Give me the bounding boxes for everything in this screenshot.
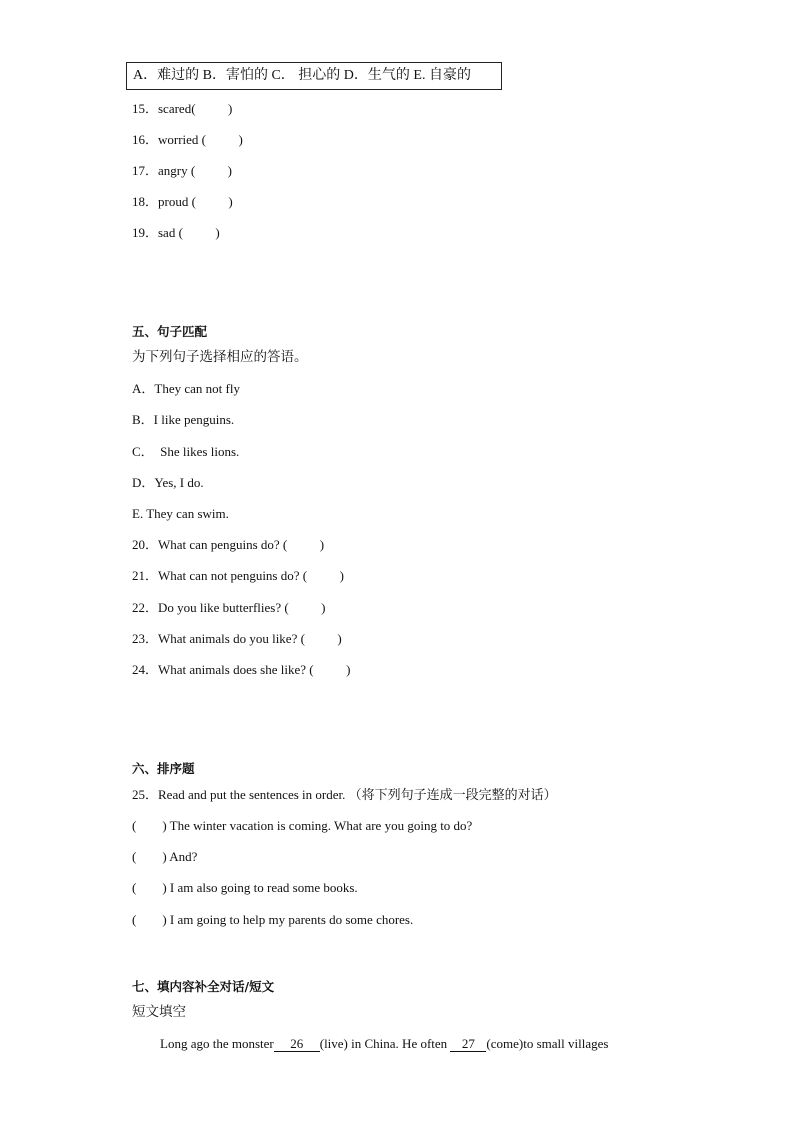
passage-text: (come)to small villages xyxy=(486,1036,609,1051)
list-item: 16．worried ( ) xyxy=(132,132,243,147)
section-instruction: 为下列句子选择相应的答语。 xyxy=(132,349,308,365)
section-subheading: 短文填空 xyxy=(132,1004,186,1020)
question-item: 22．Do you like butterflies? ( ) xyxy=(132,600,326,615)
passage-text: (live) in China. He often xyxy=(319,1036,451,1051)
option-item: E. They can swim. xyxy=(132,506,229,521)
sentence-item: ( ) I am also going to read some books. xyxy=(132,880,358,895)
option-item: C． She likes lions. xyxy=(132,444,240,459)
list-item: 15．scared( ) xyxy=(132,101,233,116)
section-heading: 六、排序题 xyxy=(132,761,195,776)
options-box: A．难过的 B．害怕的 C． 担心的 D．生气的 E. 自豪的 xyxy=(126,62,502,90)
option-item: A．They can not fly xyxy=(132,381,240,396)
option-item: B．I like penguins. xyxy=(132,412,235,427)
option-item: D．Yes, I do. xyxy=(132,475,204,490)
list-item: 18．proud ( ) xyxy=(132,194,233,209)
passage-text: Long ago the monster xyxy=(160,1036,274,1051)
list-item: 19．sad ( ) xyxy=(132,225,220,240)
list-item: 17．angry ( ) xyxy=(132,163,233,178)
answer-blank[interactable]: 26 xyxy=(274,1037,320,1052)
question-item: 20．What can penguins do? ( ) xyxy=(132,537,325,552)
section-heading: 七、填内容补全对话/短文 xyxy=(132,979,275,994)
question-item: 21．What can not penguins do? ( ) xyxy=(132,568,344,583)
answer-blank[interactable]: 27 xyxy=(450,1037,486,1052)
sentence-item: ( ) The winter vacation is coming. What are you going to do? xyxy=(132,818,473,833)
question-item: 25．Read and put the sentences in order. （将下列句子连成一段完整的对话） xyxy=(132,787,557,802)
section-heading: 五、句子匹配 xyxy=(132,324,208,339)
question-item: 23．What animals do you like? ( ) xyxy=(132,631,342,646)
sentence-item: ( ) I am going to help my parents do some chores. xyxy=(132,912,414,927)
passage-line xyxy=(160,1036,608,1052)
sentence-item: ( ) And? xyxy=(132,849,198,864)
question-item: 24．What animals does she like? ( ) xyxy=(132,662,351,677)
